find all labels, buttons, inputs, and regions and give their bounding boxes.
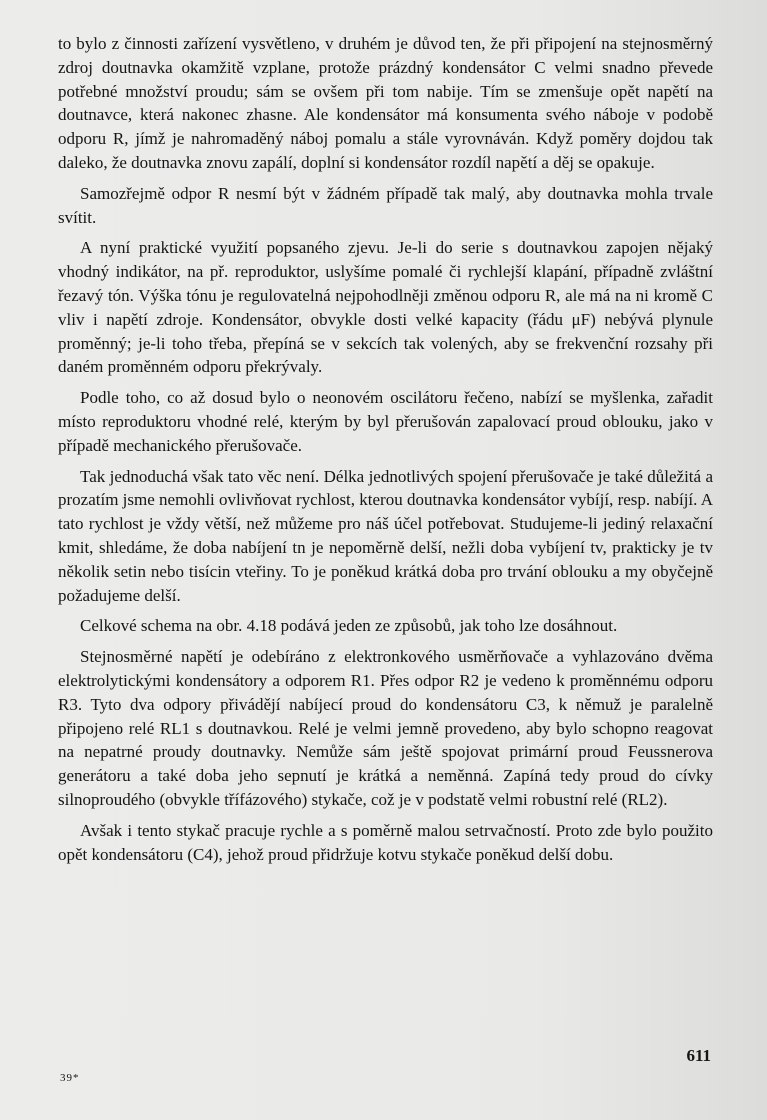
paragraph-5: Tak jednoduchá však tato věc není. Délka jednotlivých spojení přerušovače je také důležitá a prozatím jsme nemohli ovlivňovat rychlost, kterou doutnavka kondensátor vybíjí, resp. nabíjí. A tato rychlost je vždy větší, než můžeme pro náš účel potřebovat. Studujeme-li jediný relaxační kmit, shledáme, že doba nabíjení tn je nepoměrně delší, nežli doba vybíjení tv, prakticky je tv několik setin nebo tisícin vteřiny. To je poněkud krátká doba pro trvání oblouku a my obyčejně požadujeme delší.: [58, 466, 713, 605]
signature-mark: 39*: [60, 1072, 80, 1084]
paragraph-7: Stejnosměrné napětí je odebíráno z elektronkového usměrňovače a vyhlazováno dvěma elektrolytickými kondensátory a odporem R1. Přes odpor R2 je vedeno k proměnnému odporu R3. Tyto dva odpory přivádějí nabíjecí proud do kondensátoru C3, k němuž je paralelně připojeno relé RL1 s doutnavkou. Relé je velmi jemně provedeno, aby bylo schopno reagovat na nepatrné proudy doutnavky. Nemůže sám ještě spojovat primární proud Feussnerova generátoru a také doba jeho sepnutí je krátká a neměnná. Zapíná tedy proud do cívky silnoproudého (obvykle třífázového) stykače, což je v podstatě velmi robustní relé (RL2).: [58, 647, 713, 809]
paragraph-1: to bylo z činnosti zařízení vysvětleno, v druhém je důvod ten, že při připojení na stejnosměrný zdroj doutnavka okamžitě vzplane, protože prázdný kondensátor C velmi snadno převede potřebné množství proudu; sám se ovšem při tom nabije. Tím se zmenšuje opět napětí na doutnavce, která nakonec zhasne. Ale kondensátor má konsumenta svého náboje v podobě odporu R, jímž je nahromaděný náboj pomalu a stále vyrovnáván. Když poměry dojdou tak daleko, že doutnavka znovu zapálí, doplní si kondensátor rozdíl napětí a děj se opakuje.: [58, 34, 713, 172]
paragraph-4: Podle toho, co až dosud bylo o neonovém oscilátoru řečeno, nabízí se myšlenka, zařadit místo reproduktoru vhodné relé, kterým by byl přerušován zapalovací proud oblouku, jako v případě mechanického přerušovače.: [58, 388, 713, 455]
paragraph-8: Avšak i tento stykač pracuje rychle a s poměrně malou setrvačností. Proto zde bylo použito opět kondensátoru (C4), jehož proud přidržuje kotvu stykače poněkud delší dobu.: [58, 820, 713, 864]
paragraph-3: A nyní praktické využití popsaného zjevu. Je-li do serie s doutnavkou zapojen nějaký vhodný indikátor, na př. reproduktor, uslyšíme pomalé či rychlejší klapání, případně zvláštní řezavý tón. Výška tónu je regulovatelná nejpohodlněji změnou odporu R, ale má na ni kromě C vliv i napětí zdroje. Kondensátor, obvykle dosti velké kapacity (řádu μF) nebývá plynule proměnný; je-li toho třeba, přepíná se v sekcích tak volených, aby se frekvenční rozsahy při daném proměnném odporu překrývaly.: [58, 238, 713, 377]
paragraph-6: Celkové schema na obr. 4.18 podává jeden ze způsobů, jak toho lze dosáhnout.: [80, 616, 618, 636]
paragraph-2: Samozřejmě odpor R nesmí být v žádném případě tak malý, aby doutnavka mohla trvale svítit.: [58, 183, 713, 227]
page-number: 611: [686, 1046, 711, 1065]
body-text: [58, 32, 713, 873]
